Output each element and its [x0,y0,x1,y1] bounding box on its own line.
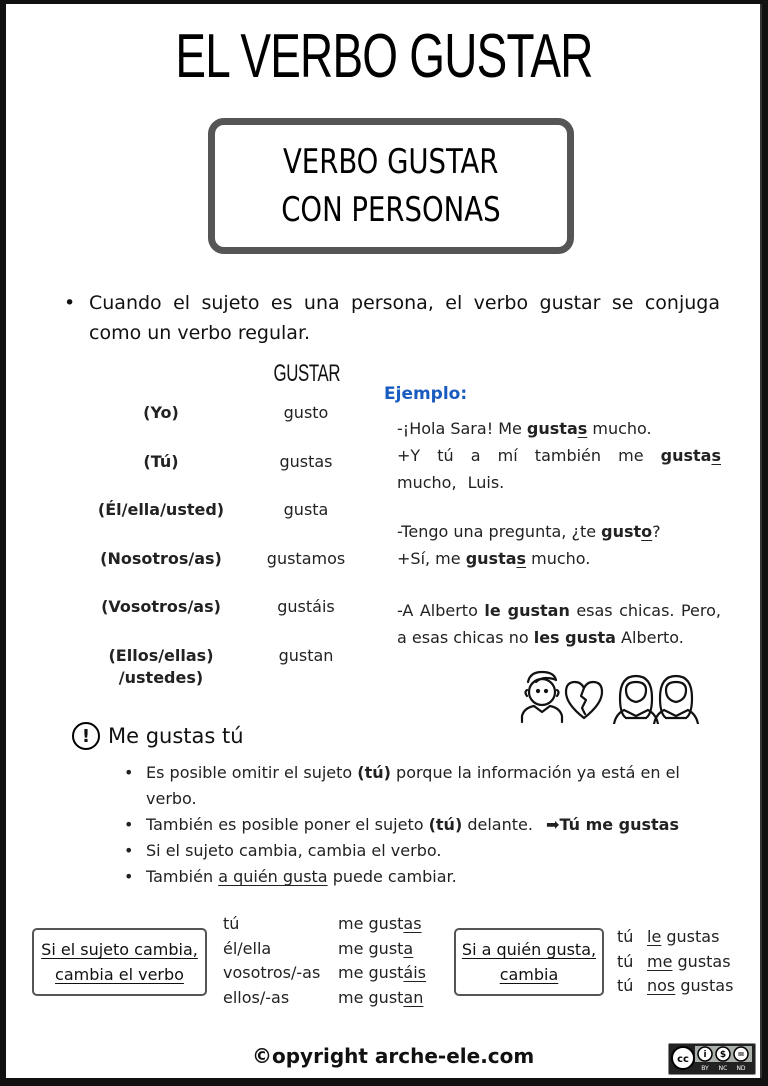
example-2 [397,518,721,572]
cc-license-badge [668,1043,756,1075]
rule-whom-list: tú le gustas tú me gustas tú nos gustas [617,927,734,995]
verb-form: gustan [278,646,334,665]
example-line: +Y tú a mí también me gustas mucho, Luis. [397,446,721,492]
exclamation-icon: ! [72,722,100,750]
example-line: -¡Hola Sara! Me gustas mucho. [397,419,652,438]
note-heading [72,722,244,750]
rule-whom-box: Si a quién gusta, cambia [454,928,604,996]
verb-form: gusta [283,500,329,519]
note-title: Me gustas tú [108,724,244,748]
example-1 [397,415,721,496]
pronoun: (Yo) [143,403,179,422]
note-item: • Si el sujeto cambia, cambia el verbo. [124,838,744,864]
example-3: -A Alberto le gustan esas chicas. Pero, a esas chicas no les gusta Alberto. [397,601,721,647]
conjugation-heading: GUSTAR [273,360,341,387]
note-item: • También a quién gusta puede cambiar. [124,864,744,890]
boy-icon [522,672,562,722]
arrow-right-icon: ➡ [546,815,560,834]
pronoun [86,645,236,689]
intro-bullet [64,288,720,348]
worksheet-page [6,4,762,1078]
broken-heart-icon [566,682,602,718]
verb-form: gustas [279,452,333,471]
svg-text:=: = [737,1050,745,1060]
subtitle-line-2: CON PERSONAS [281,190,501,230]
verb-form: gustáis [277,597,335,616]
note-list [124,760,744,890]
girl-icon [614,676,658,724]
svg-text:$: $ [719,1050,727,1060]
svg-text:BY: BY [701,1065,709,1072]
intro-text: Cuando el sujeto es una persona, el verbo gustar se conjuga como un verbo regular. [89,292,720,344]
example-line: -Tengo una pregunta, ¿te gusto? [397,522,661,541]
svg-text:NC: NC [718,1065,728,1072]
pronoun: (Tú) [143,452,179,471]
note-item: • Es posible omitir el sujeto (tú) porque la información ya está en el verbo. [124,760,686,812]
verb-form: gustamos [266,549,346,568]
rule-subject-subjects: tú él/ella vosotros/-as ellos/-as [223,914,321,1007]
svg-text:i: i [703,1050,707,1060]
copyright-text: ©opyright arche-ele.com [252,1044,535,1068]
note-result: Tú me gustas [559,815,679,834]
pronoun: (Vosotros/as) [101,597,221,616]
pronoun-line-2: /ustedes) [118,668,204,687]
page-title: EL VERBO GUSTAR [175,22,593,91]
svg-text:cc: cc [677,1054,689,1065]
example-label: Ejemplo: [384,384,468,404]
pronoun: (Él/ella/usted) [97,500,225,519]
illustration [518,660,718,724]
example-line: +Sí, me gustas mucho. [397,549,591,568]
verb-form: gusto [283,403,329,422]
pronoun-line-1: (Ellos/ellas) [108,646,214,665]
bullet-icon: • [64,292,76,314]
subtitle-line-1: VERBO GUSTAR [283,142,499,182]
subtitle-box [208,118,574,254]
rule-subject-verbs: me gustas me gusta me gustáis me gustan [338,914,427,1007]
note-item: • También es posible poner el sujeto (tú) delante. ➡Tú me gustas [124,812,744,838]
rule-subject-box: Si el sujeto cambia, cambia el verbo [32,928,207,996]
pronoun: (Nosotros/as) [100,549,222,568]
svg-text:ND: ND [736,1065,746,1072]
girl-icon [654,676,698,724]
